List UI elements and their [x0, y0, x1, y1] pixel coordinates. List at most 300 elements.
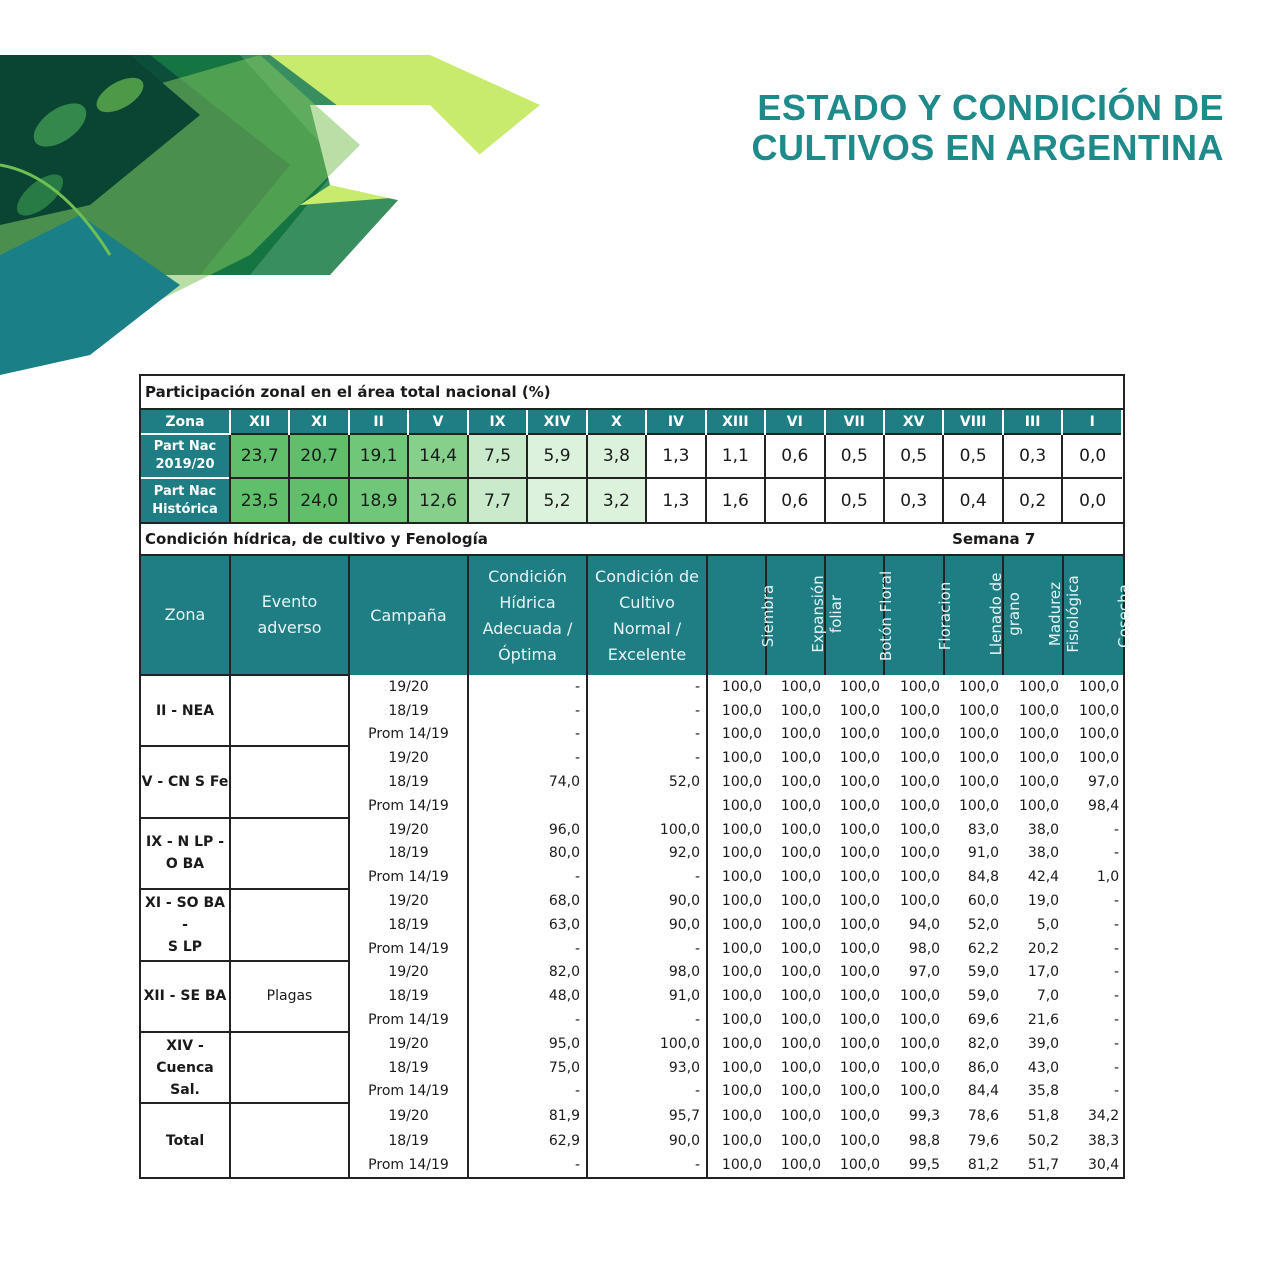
phase-value: 100,0: [839, 821, 880, 838]
phase-value: 100,0: [839, 750, 880, 767]
campaign: Prom 14/19: [349, 723, 468, 747]
campaign: 19/20: [349, 746, 468, 770]
adverse-event: [230, 1032, 349, 1103]
phase-value: 60,0: [967, 893, 1000, 910]
phase-value: 100,0: [721, 678, 762, 695]
crop-condition: 90,0: [587, 889, 707, 913]
crop-condition: 95,7: [587, 1103, 707, 1129]
phase-value: 20,2: [1027, 940, 1060, 957]
zone-header-viii: VIII: [943, 409, 1002, 434]
zone-header-v: V: [408, 409, 467, 434]
zone-name: V - CN S Fe: [141, 746, 230, 817]
phase-value: 100,0: [899, 774, 941, 791]
header-phase-4-text: Llenado de grano: [987, 572, 1024, 655]
adverse-event: [230, 675, 349, 746]
participation-value: 1,3: [646, 478, 705, 522]
phase-value: 100,0: [721, 1108, 762, 1125]
participation-value: 14,4: [408, 434, 467, 478]
phase-value: 100,0: [839, 893, 880, 910]
phase-value: 100,0: [780, 1059, 821, 1076]
phase-value: 100,0: [899, 702, 941, 719]
water-condition: 48,0: [468, 984, 587, 1008]
crop-condition: 91,0: [587, 984, 707, 1008]
phase-value: -: [1114, 821, 1120, 838]
water-condition: -: [468, 865, 587, 889]
zone-header-ii: II: [349, 409, 408, 434]
phase-value: 59,0: [967, 988, 1000, 1005]
zone-header-xi: XI: [289, 409, 348, 434]
phase-value: 100,0: [721, 845, 762, 862]
phase-value: 100,0: [1018, 726, 1060, 743]
phase-value: 5,0: [1036, 916, 1060, 933]
phase-value: 100,0: [721, 893, 762, 910]
participation-value: 0,5: [825, 434, 884, 478]
crop-condition: -: [587, 937, 707, 961]
water-condition: [468, 794, 587, 818]
phase-value: 38,0: [1027, 845, 1060, 862]
participation-value: 0,2: [1003, 478, 1062, 522]
crop-condition: [587, 794, 707, 818]
phase-value: 94,0: [908, 916, 941, 933]
phase-value: 100,0: [780, 916, 821, 933]
crop-condition: 92,0: [587, 842, 707, 866]
phase-value: 100,0: [839, 1035, 880, 1052]
phase-value: 100,0: [1079, 702, 1120, 719]
phase-value: 100,0: [721, 1083, 762, 1100]
phase-value: 84,8: [967, 869, 1000, 886]
row-label-line: 2019/20: [155, 457, 215, 472]
phase-value: 100,0: [958, 678, 1000, 695]
brand-leaf-logo: [0, 55, 560, 375]
phase-value: 100,0: [1018, 774, 1060, 791]
phase-value: -: [1114, 964, 1120, 981]
condition-table: [141, 522, 1134, 1177]
header-phase-1-text: Expansión foliar: [809, 574, 845, 653]
phase-value: 100,0: [780, 1035, 821, 1052]
phase-value: 100,0: [839, 678, 880, 695]
campaign: Prom 14/19: [349, 937, 468, 961]
phase-value: 100,0: [1079, 726, 1120, 743]
condition-row: [141, 889, 1123, 913]
condition-row: [141, 1032, 1123, 1056]
participation-value: 0,0: [1062, 478, 1122, 522]
campaign: Prom 14/19: [349, 1080, 468, 1104]
participation-value: 0,3: [884, 478, 943, 522]
condition-row: [141, 675, 1123, 699]
phase-value: 100,0: [780, 821, 821, 838]
phase-value: 100,0: [721, 916, 762, 933]
zone-header-xii: XII: [230, 409, 289, 434]
participation-title: Participación zonal en el área total nacional (%): [141, 376, 1122, 409]
phase-value: 100,0: [780, 1108, 821, 1125]
zone-name: XII - SE BA: [141, 961, 230, 1032]
phase-value: 100,0: [780, 750, 821, 767]
crop-condition: 98,0: [587, 961, 707, 985]
participation-table: [141, 376, 1123, 522]
phase-value: 100,0: [958, 726, 1000, 743]
phase-value: -: [1114, 916, 1120, 933]
phase-value: 100,0: [721, 1035, 762, 1052]
phase-value: 98,4: [1087, 797, 1120, 814]
zone-header-x: X: [587, 409, 646, 434]
participation-value: 0,6: [765, 478, 824, 522]
phase-value: 100,0: [721, 821, 762, 838]
phase-value: 62,2: [967, 940, 1000, 957]
phase-value: 100,0: [899, 1012, 941, 1029]
phase-value: 100,0: [721, 964, 762, 981]
water-condition: 82,0: [468, 961, 587, 985]
phase-value: 100,0: [899, 678, 941, 695]
phase-value: 100,0: [780, 726, 821, 743]
condition-row: [141, 746, 1123, 770]
header-condicion-cultivo: Condición de Cultivo Normal / Excelente: [587, 555, 707, 675]
zone-name: XIV - Cuenca Sal.: [141, 1032, 230, 1103]
crop-condition: 100,0: [587, 1032, 707, 1056]
phase-value: 59,0: [967, 964, 1000, 981]
phase-value: 91,0: [967, 845, 1000, 862]
phase-value: 100,0: [839, 916, 880, 933]
campaign: Prom 14/19: [349, 794, 468, 818]
phase-value: 100,0: [721, 940, 762, 957]
phase-value: 86,0: [967, 1059, 1000, 1076]
campaign: Prom 14/19: [349, 1153, 468, 1177]
phase-value: 38,3: [1087, 1133, 1120, 1150]
phase-value: 79,6: [967, 1133, 1000, 1150]
phase-value: 100,0: [958, 797, 1000, 814]
phase-value: 100,0: [1079, 678, 1120, 695]
campaign: 19/20: [349, 961, 468, 985]
water-condition: 81,9: [468, 1103, 587, 1129]
phase-value: 78,6: [967, 1108, 1000, 1125]
phase-value: 100,0: [721, 750, 762, 767]
phase-value: -: [1114, 1083, 1120, 1100]
phase-value: 100,0: [899, 988, 941, 1005]
participation-value: 0,5: [884, 434, 943, 478]
phase-value: 100,0: [958, 750, 1000, 767]
row-label-line: Part Nac: [153, 483, 217, 499]
participation-value: 5,2: [527, 478, 586, 522]
water-condition: -: [468, 675, 587, 699]
participation-value: 0,6: [765, 434, 824, 478]
header-campana: Campaña: [349, 555, 468, 675]
zone-header-iii: III: [1003, 409, 1062, 434]
phase-value: 100,0: [839, 774, 880, 791]
phase-value: 84,4: [967, 1083, 1000, 1100]
phase-value: 100,0: [721, 1059, 762, 1076]
phase-value: 100,0: [780, 869, 821, 886]
phase-value: 100,0: [839, 869, 880, 886]
zone-header-iv: IV: [646, 409, 705, 434]
water-condition: -: [468, 699, 587, 723]
header-evento-adverso: Evento adverso: [230, 555, 349, 675]
participation-value: 23,7: [230, 434, 289, 478]
adverse-event: [230, 889, 349, 960]
campaign: 19/20: [349, 889, 468, 913]
phase-value: 81,2: [967, 1157, 1000, 1174]
crop-condition: 93,0: [587, 1056, 707, 1080]
phase-value: 100,0: [839, 797, 880, 814]
phase-value: 100,0: [899, 845, 941, 862]
phase-value: 21,6: [1027, 1012, 1060, 1029]
water-condition: 95,0: [468, 1032, 587, 1056]
phase-value: 97,0: [908, 964, 941, 981]
participation-value: 12,6: [408, 478, 467, 522]
phase-value: -: [1114, 1035, 1120, 1052]
adverse-event: [230, 1103, 349, 1177]
zone-header-xiii: XIII: [706, 409, 765, 434]
participation-value: 0,5: [825, 478, 884, 522]
phase-value: 100,0: [899, 821, 941, 838]
phase-value: 100,0: [839, 1059, 880, 1076]
phase-value: 100,0: [721, 797, 762, 814]
condition-row: [141, 961, 1123, 985]
campaign: 18/19: [349, 699, 468, 723]
phase-value: 38,0: [1027, 821, 1060, 838]
zone-header-ix: IX: [468, 409, 527, 434]
phase-value: 34,2: [1087, 1108, 1120, 1125]
phase-value: 82,0: [967, 1035, 1000, 1052]
phase-value: 100,0: [899, 750, 941, 767]
phase-value: 100,0: [899, 1083, 941, 1100]
phase-value: -: [1114, 893, 1120, 910]
phase-value: 100,0: [839, 726, 880, 743]
participation-value: 19,1: [349, 434, 408, 478]
participation-value: 5,9: [527, 434, 586, 478]
crop-condition: -: [587, 723, 707, 747]
phase-value: 100,0: [1018, 702, 1060, 719]
phase-value: 100,0: [839, 845, 880, 862]
zone-header-xv: XV: [884, 409, 943, 434]
phase-value: 43,0: [1027, 1059, 1060, 1076]
phase-value: 100,0: [1079, 750, 1120, 767]
phase-value: 1,0: [1096, 869, 1120, 886]
campaign: 19/20: [349, 1103, 468, 1129]
phase-value: 97,0: [1087, 774, 1120, 791]
campaign: 18/19: [349, 913, 468, 937]
phase-value: 100,0: [839, 1108, 880, 1125]
phase-value: 100,0: [780, 893, 821, 910]
zone-header-xiv: XIV: [527, 409, 586, 434]
crop-condition: 52,0: [587, 770, 707, 794]
phase-value: 98,0: [908, 940, 941, 957]
phase-value: 100,0: [780, 1012, 821, 1029]
zone-header-i: I: [1062, 409, 1122, 434]
phase-value: 100,0: [899, 1035, 941, 1052]
participation-value: 1,1: [706, 434, 765, 478]
participation-value: 1,3: [646, 434, 705, 478]
phase-value: 100,0: [899, 893, 941, 910]
phase-value: 100,0: [1018, 750, 1060, 767]
phase-value: -: [1114, 940, 1120, 957]
campaign: 19/20: [349, 675, 468, 699]
phase-value: 100,0: [780, 774, 821, 791]
phase-value: 100,0: [839, 988, 880, 1005]
phase-value: 100,0: [899, 797, 941, 814]
phase-value: 100,0: [721, 702, 762, 719]
participation-row-label: [141, 478, 230, 522]
water-condition: -: [468, 1008, 587, 1032]
participation-row: [141, 478, 1122, 522]
phase-value: -: [1114, 988, 1120, 1005]
phase-value: 99,5: [908, 1157, 941, 1174]
title-line-1: ESTADO Y CONDICIÓN DE: [757, 87, 1224, 128]
phase-value: 69,6: [967, 1012, 1000, 1029]
phase-value: 100,0: [780, 940, 821, 957]
condition-row: [141, 818, 1123, 842]
header-zona: Zona: [141, 555, 230, 675]
header-phase-0: [707, 555, 777, 675]
phase-value: 100,0: [721, 1157, 762, 1174]
adverse-event: [230, 746, 349, 817]
phase-value: 100,0: [780, 1133, 821, 1150]
phase-value: 17,0: [1027, 964, 1060, 981]
campaign: Prom 14/19: [349, 1008, 468, 1032]
phase-value: 100,0: [839, 940, 880, 957]
participation-value: 0,4: [943, 478, 1002, 522]
participation-value: 0,3: [1003, 434, 1062, 478]
phase-value: 100,0: [780, 1157, 821, 1174]
phase-value: 100,0: [1018, 797, 1060, 814]
water-condition: -: [468, 937, 587, 961]
phase-value: 52,0: [967, 916, 1000, 933]
header-phase-5-text: Madurez Fisiológica: [1046, 574, 1083, 653]
water-condition: 62,9: [468, 1129, 587, 1153]
water-condition: 74,0: [468, 770, 587, 794]
phase-value: -: [1114, 845, 1120, 862]
phase-value: 42,4: [1027, 869, 1060, 886]
phase-value: 19,0: [1027, 893, 1060, 910]
participation-value: 23,5: [230, 478, 289, 522]
phase-value: 100,0: [780, 964, 821, 981]
campaign: 19/20: [349, 1032, 468, 1056]
participation-value: 1,6: [706, 478, 765, 522]
campaign: Prom 14/19: [349, 865, 468, 889]
condition-row: [141, 1103, 1123, 1129]
condition-title: Condición hídrica, de cultivo y Fenología: [145, 530, 488, 548]
participation-value: 0,0: [1062, 434, 1122, 478]
zone-name: Total: [141, 1103, 230, 1177]
participation-row-label: [141, 434, 230, 478]
phase-value: 83,0: [967, 821, 1000, 838]
participation-value: 3,8: [587, 434, 646, 478]
water-condition: 75,0: [468, 1056, 587, 1080]
crop-condition: -: [587, 865, 707, 889]
phase-value: 98,8: [908, 1133, 941, 1150]
week-label: Semana 7: [952, 530, 1036, 548]
header-phase-2-text: Botón Floral: [877, 570, 895, 661]
phase-value: 51,7: [1027, 1157, 1060, 1174]
page-title: [751, 88, 1224, 168]
participation-row: [141, 434, 1122, 478]
phase-value: 100,0: [721, 774, 762, 791]
phase-value: 100,0: [721, 869, 762, 886]
header-phase-6-text: Cosecha: [1115, 583, 1134, 648]
campaign: 18/19: [349, 842, 468, 866]
phase-value: 100,0: [839, 1012, 880, 1029]
phase-value: 100,0: [899, 1059, 941, 1076]
zone-header-vii: VII: [825, 409, 884, 434]
phase-value: -: [1114, 1012, 1120, 1029]
water-condition: -: [468, 1153, 587, 1177]
crop-condition: -: [587, 1008, 707, 1032]
row-label-line: Part Nac: [153, 439, 217, 454]
crop-condition: -: [587, 1153, 707, 1177]
phase-value: 100,0: [839, 964, 880, 981]
water-condition: 63,0: [468, 913, 587, 937]
participation-value: 3,2: [587, 478, 646, 522]
phase-value: 100,0: [721, 988, 762, 1005]
header-condicion-hidrica: Condición Hídrica Adecuada / Óptima: [468, 555, 587, 675]
phase-value: 100,0: [1018, 678, 1060, 695]
phase-value: 30,4: [1087, 1157, 1120, 1174]
phase-value: 100,0: [958, 774, 1000, 791]
phase-value: 100,0: [780, 797, 821, 814]
zone-header-vi: VI: [765, 409, 824, 434]
phase-value: 100,0: [899, 869, 941, 886]
phase-value: 100,0: [839, 702, 880, 719]
header-phase-0-text: Siembra: [759, 584, 777, 647]
zone-name: XI - SO BA - S LP: [141, 889, 230, 960]
crop-condition: -: [587, 1080, 707, 1104]
zone-name: IX - N LP - O BA: [141, 818, 230, 889]
phase-value: -: [1114, 1059, 1120, 1076]
phase-value: 100,0: [780, 678, 821, 695]
header-phase-3-text: Floracion: [936, 581, 954, 650]
participation-value: 24,0: [289, 478, 348, 522]
phase-value: 100,0: [721, 726, 762, 743]
water-condition: -: [468, 1080, 587, 1104]
campaign: 18/19: [349, 1056, 468, 1080]
zone-name: II - NEA: [141, 675, 230, 746]
crop-condition: 90,0: [587, 913, 707, 937]
adverse-event: Plagas: [230, 961, 349, 1032]
phase-value: 100,0: [780, 702, 821, 719]
phase-value: 7,0: [1036, 988, 1060, 1005]
participation-value: 0,5: [943, 434, 1002, 478]
campaign: 19/20: [349, 818, 468, 842]
water-condition: -: [468, 723, 587, 747]
phase-value: 100,0: [780, 1083, 821, 1100]
crop-condition: -: [587, 699, 707, 723]
crop-condition: -: [587, 746, 707, 770]
phase-value: 100,0: [780, 988, 821, 1005]
adverse-event: [230, 818, 349, 889]
phase-value: 51,8: [1027, 1108, 1060, 1125]
crop-condition: -: [587, 675, 707, 699]
campaign: 18/19: [349, 984, 468, 1008]
phase-value: 100,0: [839, 1133, 880, 1150]
phase-value: 50,2: [1027, 1133, 1060, 1150]
water-condition: 96,0: [468, 818, 587, 842]
report-table-frame: [139, 374, 1134, 1179]
phase-value: 100,0: [721, 1012, 762, 1029]
zone-header-label: Zona: [141, 409, 230, 434]
campaign: 18/19: [349, 1129, 468, 1153]
phase-value: 100,0: [721, 1133, 762, 1150]
phase-value: 39,0: [1027, 1035, 1060, 1052]
phase-value: 100,0: [839, 1083, 880, 1100]
phase-value: 35,8: [1027, 1083, 1060, 1100]
crop-condition: 100,0: [587, 818, 707, 842]
campaign: 18/19: [349, 770, 468, 794]
water-condition: -: [468, 746, 587, 770]
title-line-2: CULTIVOS EN ARGENTINA: [751, 127, 1224, 168]
participation-value: 7,5: [468, 434, 527, 478]
phase-value: 99,3: [908, 1108, 941, 1125]
water-condition: 68,0: [468, 889, 587, 913]
phase-value: 100,0: [780, 845, 821, 862]
row-label-line: Histórica: [152, 501, 218, 517]
